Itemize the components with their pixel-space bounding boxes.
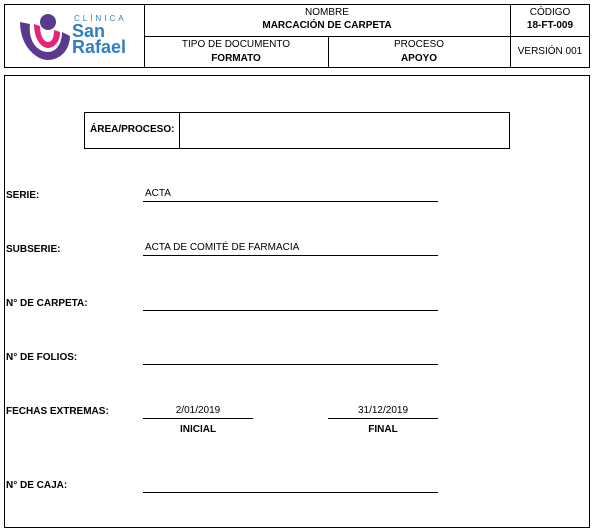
area-divider bbox=[179, 112, 180, 149]
subserie-label: SUBSERIE: bbox=[6, 244, 61, 255]
logo-small-text: CLÍNICA bbox=[74, 14, 127, 23]
version-label: VERSIÓN 001 bbox=[517, 46, 583, 57]
nombre-value: MARCACIÓN DE CARPETA bbox=[262, 20, 392, 31]
logo-name-line1: San bbox=[72, 21, 106, 41]
fecha-inicial-underline bbox=[143, 418, 253, 419]
tipo-label: TIPO DE DOCUMENTO bbox=[181, 39, 291, 50]
fecha-final-caption: FINAL bbox=[368, 424, 398, 435]
carpeta-label: N° DE CARPETA: bbox=[6, 298, 88, 309]
folios-label: N° DE FOLIOS: bbox=[6, 352, 78, 363]
serie-underline bbox=[143, 201, 438, 202]
header-divider bbox=[144, 36, 590, 37]
serie-label: SERIE: bbox=[6, 190, 40, 201]
codigo-label: CÓDIGO bbox=[529, 7, 571, 18]
tipo-value: FORMATO bbox=[211, 53, 261, 64]
codigo-value: 18-FT-009 bbox=[526, 20, 574, 31]
fecha-final-underline bbox=[328, 418, 438, 419]
logo-mark-icon bbox=[14, 10, 74, 64]
carpeta-underline bbox=[143, 310, 438, 311]
area-proceso-label: ÁREA/PROCESO: bbox=[90, 124, 175, 135]
fecha-inicial-field[interactable]: 2/01/2019 bbox=[175, 405, 221, 416]
serie-field[interactable]: ACTA bbox=[145, 188, 171, 199]
proceso-value: APOYO bbox=[400, 53, 438, 64]
proceso-label: PROCESO bbox=[393, 39, 444, 50]
fecha-final-field[interactable]: 31/12/2019 bbox=[357, 405, 409, 416]
nombre-label: NOMBRE bbox=[305, 7, 349, 18]
logo-name-line2: Rafael bbox=[72, 37, 127, 57]
fecha-inicial-caption: INICIAL bbox=[179, 424, 217, 435]
folios-underline bbox=[143, 364, 438, 365]
fechas-extremas-label: FECHAS EXTREMAS: bbox=[6, 406, 109, 417]
caja-underline bbox=[143, 492, 438, 493]
subserie-field[interactable]: ACTA DE COMITÉ DE FARMACIA bbox=[145, 242, 300, 253]
clinic-logo bbox=[12, 10, 140, 64]
caja-label: N° DE CAJA: bbox=[6, 480, 68, 491]
subserie-underline bbox=[143, 255, 438, 256]
